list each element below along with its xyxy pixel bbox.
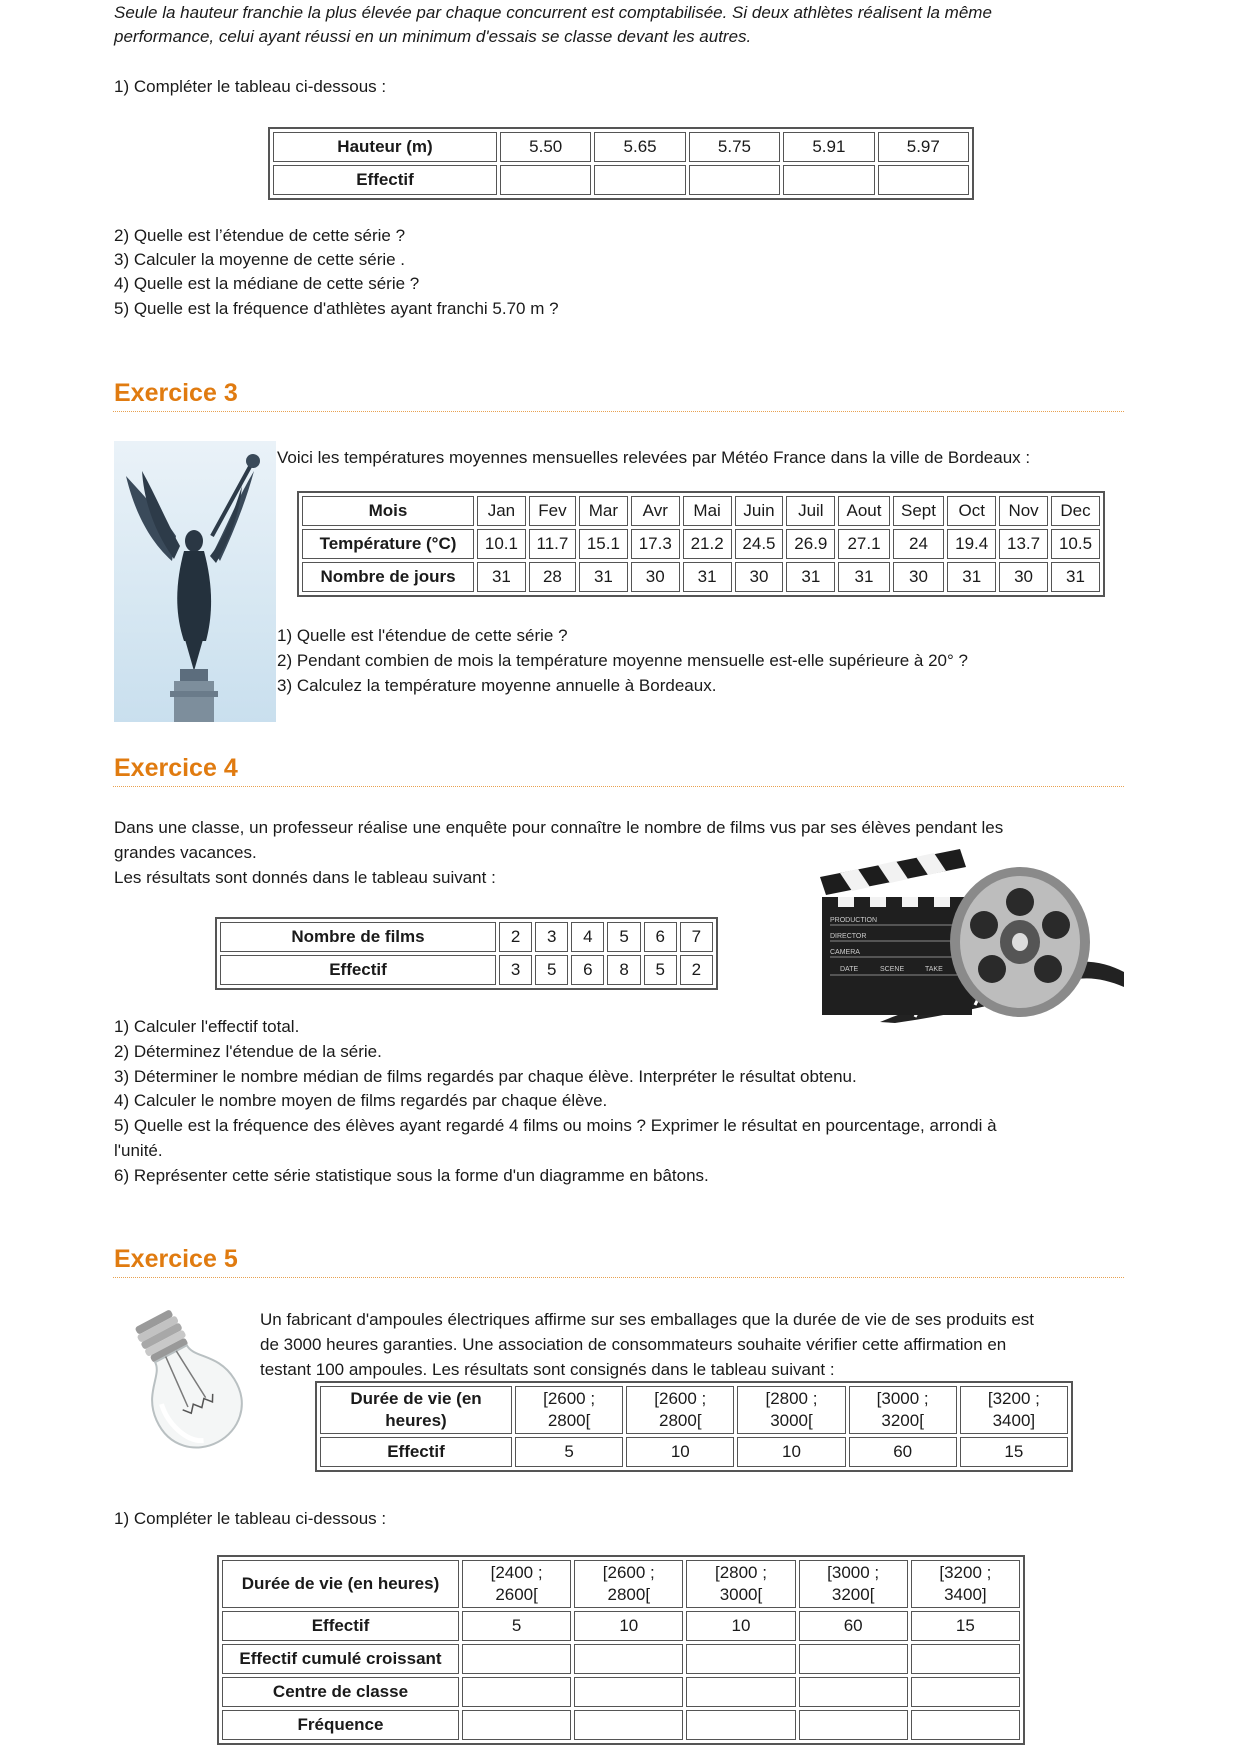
exercise-3-question-3: 3) Calculez la température moyenne annuelle à Bordeaux. xyxy=(277,676,717,695)
lifetime-effectif: 15 xyxy=(960,1437,1068,1467)
temperature-cell: 17.3 xyxy=(631,529,680,559)
films-cell: 4 xyxy=(571,922,604,952)
empty-cell[interactable] xyxy=(462,1710,571,1740)
temperature-cell: 31 xyxy=(838,562,890,592)
intro-text-line1: Seule la hauteur franchie la plus élevée par chaque concurrent est comptabilisée. Si deux athlètes réalisent la même xyxy=(114,3,992,22)
empty-cell[interactable] xyxy=(686,1644,795,1674)
intro-question-1: 1) Compléter le tableau ci-dessous : xyxy=(114,77,387,96)
class-bound: 2600[ xyxy=(495,1585,538,1604)
temperature-cell: 31 xyxy=(477,562,526,592)
class-bound: 2800[ xyxy=(547,1411,591,1430)
clapper-label: DATE xyxy=(840,966,859,973)
films-cell: 2 xyxy=(499,922,532,952)
heights-table xyxy=(268,127,974,200)
statue-image xyxy=(114,441,276,722)
intro-question-2: 2) Quelle est l’étendue de cette série ? xyxy=(114,226,406,245)
temperature-cell: Aout xyxy=(838,496,890,526)
films-cell: 3 xyxy=(535,922,568,952)
exercise-4-intro-line2: grandes vacances. xyxy=(114,843,257,862)
intro-question-5: 5) Quelle est la fréquence d'athlètes ayant franchi 5.70 m ? xyxy=(114,299,559,318)
exercise-4-intro-line1: Dans une classe, un professeur réalise une enquête pour connaître le nombre de films vus par ses élèves pendant les xyxy=(114,818,1004,837)
class-interval xyxy=(849,1386,957,1434)
class-interval xyxy=(626,1386,734,1434)
lifetime-effectif: 10 xyxy=(626,1437,734,1467)
films-row-label: Effectif xyxy=(220,955,496,985)
class-interval xyxy=(462,1560,571,1608)
exercise-4-question-3: 3) Déterminer le nombre médian de films regardés par chaque élève. Interpréter le résultat obtenu. xyxy=(114,1067,857,1086)
intro-question-3: 3) Calculer la moyenne de cette série . xyxy=(114,250,406,269)
class-interval xyxy=(574,1560,683,1608)
temperature-row-label: Nombre de jours xyxy=(302,562,474,592)
effectif-label: Effectif xyxy=(222,1611,459,1641)
empty-cell[interactable] xyxy=(799,1644,908,1674)
films-row-label: Nombre de films xyxy=(220,922,496,952)
class-interval xyxy=(960,1386,1068,1434)
class-bound: 3400] xyxy=(944,1585,987,1604)
temperature-cell: 31 xyxy=(786,562,835,592)
frequency-label: Fréquence xyxy=(222,1710,459,1740)
class-bound: [3200 ; xyxy=(987,1389,1040,1408)
lifetime-header-line: heures) xyxy=(385,1411,447,1430)
exercise-5-title: Exercice 5 xyxy=(114,1245,238,1273)
temperature-cell: 21.2 xyxy=(683,529,732,559)
lifetime-table-1 xyxy=(315,1381,1073,1472)
exercise-3-question-1: 1) Quelle est l'étendue de cette série ? xyxy=(277,626,568,645)
films-cell: 5 xyxy=(535,955,568,985)
temperature-row-label: Mois xyxy=(302,496,474,526)
height-value: 5.50 xyxy=(500,132,591,162)
empty-cell[interactable] xyxy=(783,165,874,195)
lifetime-effectif: 10 xyxy=(574,1611,683,1641)
class-interval xyxy=(737,1386,845,1434)
class-bound: 3000[ xyxy=(719,1585,763,1604)
class-bound: 3200[ xyxy=(881,1411,924,1430)
films-cell: 8 xyxy=(607,955,640,985)
temperature-cell: 26.9 xyxy=(786,529,835,559)
temperature-cell: 31 xyxy=(683,562,732,592)
class-bound: [3200 ; xyxy=(939,1563,992,1582)
lifetime-effectif: 5 xyxy=(462,1611,571,1641)
films-cell: 3 xyxy=(499,955,532,985)
films-cell: 5 xyxy=(644,955,677,985)
empty-cell[interactable] xyxy=(911,1710,1020,1740)
temperature-cell: 31 xyxy=(1051,562,1100,592)
class-bound: 2800[ xyxy=(607,1585,651,1604)
lifetime-effectif: 15 xyxy=(911,1611,1020,1641)
films-cell: 2 xyxy=(680,955,713,985)
empty-cell[interactable] xyxy=(686,1710,795,1740)
class-bound: [2600 ; xyxy=(543,1389,596,1408)
temperature-cell: 10.5 xyxy=(1051,529,1100,559)
films-table xyxy=(215,917,718,990)
class-bound: [2800 ; xyxy=(765,1389,818,1408)
class-bound: [2600 ; xyxy=(654,1389,707,1408)
empty-cell[interactable] xyxy=(574,1710,683,1740)
clapper-label: PRODUCTION xyxy=(830,917,878,924)
temperature-cell: 24.5 xyxy=(735,529,784,559)
class-bound: 3200[ xyxy=(831,1585,875,1604)
temperature-cell: 30 xyxy=(999,562,1048,592)
lifetime-table-2 xyxy=(217,1555,1025,1745)
height-value: 5.75 xyxy=(689,132,780,162)
empty-cell[interactable] xyxy=(574,1644,683,1674)
class-bound: [2400 ; xyxy=(490,1563,543,1582)
class-interval xyxy=(515,1386,623,1434)
temperature-cell: 28 xyxy=(529,562,576,592)
temperature-cell: 11.7 xyxy=(529,529,576,559)
temperature-cell: Jan xyxy=(477,496,526,526)
lifetime-effectif: 10 xyxy=(737,1437,845,1467)
temperature-row-label: Température (°C) xyxy=(302,529,474,559)
lifetime-effectif: 5 xyxy=(515,1437,623,1467)
lifetime-effectif: 60 xyxy=(799,1611,908,1641)
height-value: 5.91 xyxy=(783,132,874,162)
films-cell: 5 xyxy=(607,922,640,952)
temperature-cell: 27.1 xyxy=(838,529,890,559)
temperature-cell: Juil xyxy=(786,496,835,526)
exercise-4-question-6: 6) Représenter cette série statistique sous la forme d'un diagramme en bâtons. xyxy=(114,1166,709,1185)
empty-cell[interactable] xyxy=(462,1644,571,1674)
class-bound: [2600 ; xyxy=(602,1563,655,1582)
empty-cell[interactable] xyxy=(594,165,685,195)
temperature-cell: 31 xyxy=(947,562,996,592)
films-cell: 6 xyxy=(571,955,604,985)
class-bound: [2800 ; xyxy=(714,1563,767,1582)
lifetime-header: Durée de vie (en heures) xyxy=(222,1560,459,1608)
exercise-4-question-5-line2: l'unité. xyxy=(114,1141,163,1160)
empty-cell[interactable] xyxy=(686,1677,795,1707)
clapper-label: DIRECTOR xyxy=(830,933,867,940)
temperature-cell: Mai xyxy=(683,496,732,526)
exercise-4-intro-line3: Les résultats sont donnés dans le tableau suivant : xyxy=(114,868,496,887)
empty-cell[interactable] xyxy=(574,1677,683,1707)
temperature-cell: 30 xyxy=(735,562,784,592)
cumulative-effectif-label: Effectif cumulé croissant xyxy=(222,1644,459,1674)
exercise-4-title: Exercice 4 xyxy=(114,754,238,782)
films-cell: 7 xyxy=(680,922,713,952)
exercise-3-title: Exercice 3 xyxy=(114,379,238,407)
section-divider xyxy=(113,786,1124,787)
exercise-3-question-2: 2) Pendant combien de mois la température moyenne mensuelle est-elle supérieure à 20° ? xyxy=(277,651,968,670)
exercise-4-question-5-line1: 5) Quelle est la fréquence des élèves ayant regardé 4 films ou moins ? Exprimer le résultat en pourcentage, arrondi à xyxy=(114,1116,997,1135)
intro-text-line2: performance, celui ayant réussi en un minimum d'essais se classe devant les autres. xyxy=(114,27,752,46)
temperature-cell: Sept xyxy=(893,496,945,526)
temperature-cell: Juin xyxy=(735,496,784,526)
lifetime-effectif: 60 xyxy=(849,1437,957,1467)
class-center-label: Centre de classe xyxy=(222,1677,459,1707)
clapper-label: TAKE xyxy=(925,966,943,973)
exercise-5-intro-line2: de 3000 heures garanties. Une association de consommateurs souhaite vérifier cette affirmation en xyxy=(260,1335,1007,1354)
class-bound: [3000 ; xyxy=(827,1563,880,1582)
empty-cell[interactable] xyxy=(462,1677,571,1707)
section-divider xyxy=(113,411,1124,412)
temperature-cell: Fev xyxy=(529,496,576,526)
temperature-cell: 24 xyxy=(893,529,945,559)
class-interval xyxy=(799,1560,908,1608)
empty-cell[interactable] xyxy=(689,165,780,195)
class-bound: 3000[ xyxy=(770,1411,813,1430)
temperature-cell: Oct xyxy=(947,496,996,526)
temperature-cell: Nov xyxy=(999,496,1048,526)
class-bound: 2800[ xyxy=(659,1411,702,1430)
temperature-cell: 13.7 xyxy=(999,529,1048,559)
clapper-label: CAMERA xyxy=(830,949,860,956)
clapper-label: SCENE xyxy=(880,966,905,973)
exercise-4-question-2: 2) Déterminez l'étendue de la série. xyxy=(114,1042,382,1061)
lifetime-header xyxy=(320,1386,512,1434)
temperature-cell: Avr xyxy=(631,496,680,526)
empty-cell[interactable] xyxy=(799,1677,908,1707)
empty-cell[interactable] xyxy=(911,1677,1020,1707)
exercise-5-question-1: 1) Compléter le tableau ci-dessous : xyxy=(114,1509,387,1528)
temperature-cell: 31 xyxy=(579,562,628,592)
temperature-cell: 10.1 xyxy=(477,529,526,559)
exercise-5-intro-line3: testant 100 ampoules. Les résultats sont consignés dans le tableau suivant : xyxy=(260,1360,835,1379)
class-interval xyxy=(686,1560,795,1608)
section-divider xyxy=(113,1277,1124,1278)
class-bound: 3400] xyxy=(992,1411,1036,1430)
class-bound: [3000 ; xyxy=(876,1389,929,1408)
temperature-cell: 15.1 xyxy=(579,529,628,559)
lifetime-effectif: 10 xyxy=(686,1611,795,1641)
exercise-3-intro: Voici les températures moyennes mensuelles relevées par Météo France dans la ville de Bordeaux : xyxy=(277,448,1031,467)
heights-effectif-label: Effectif xyxy=(273,165,497,195)
temperature-cell: 19.4 xyxy=(947,529,996,559)
films-cell: 6 xyxy=(644,922,677,952)
temperature-cell: Mar xyxy=(579,496,628,526)
empty-cell[interactable] xyxy=(911,1644,1020,1674)
height-value: 5.65 xyxy=(594,132,685,162)
empty-cell[interactable] xyxy=(878,165,969,195)
temperature-cell: 30 xyxy=(631,562,680,592)
heights-table-header: Hauteur (m) xyxy=(273,132,497,162)
intro-question-4: 4) Quelle est la médiane de cette série ? xyxy=(114,274,420,293)
lifetime-effectif-label: Effectif xyxy=(320,1437,512,1467)
empty-cell[interactable] xyxy=(500,165,591,195)
temperature-table xyxy=(297,491,1105,597)
class-interval xyxy=(911,1560,1020,1608)
lifetime-header-line: Durée de vie (en xyxy=(350,1389,482,1408)
empty-cell[interactable] xyxy=(799,1710,908,1740)
height-value: 5.97 xyxy=(878,132,969,162)
film-clapper-reel-image xyxy=(820,847,1124,1023)
temperature-cell: 30 xyxy=(893,562,945,592)
exercise-4-question-4: 4) Calculer le nombre moyen de films regardés par chaque élève. xyxy=(114,1091,608,1110)
exercise-4-question-1: 1) Calculer l'effectif total. xyxy=(114,1017,300,1036)
light-bulb-image xyxy=(114,1310,259,1455)
temperature-cell: Dec xyxy=(1051,496,1100,526)
exercise-5-intro-line1: Un fabricant d'ampoules électriques affirme sur ses emballages que la durée de vie de ses produits est xyxy=(260,1310,1035,1329)
